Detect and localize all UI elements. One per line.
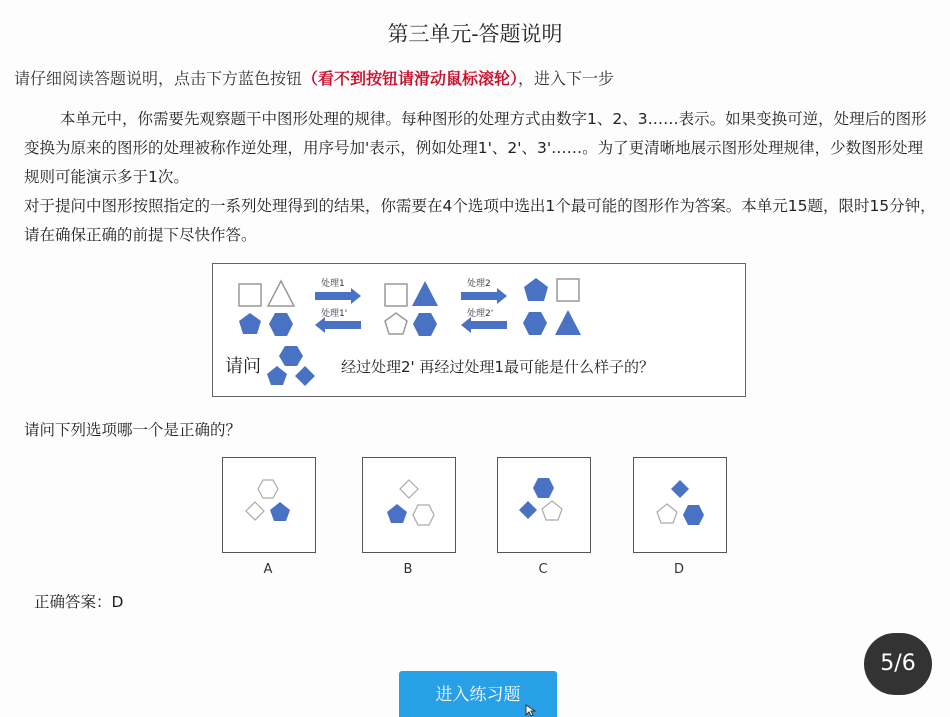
option-d-figure (634, 458, 726, 552)
option-b-label: B (403, 562, 413, 577)
backward-arrow-icon (315, 317, 361, 333)
mouse-cursor-icon (525, 704, 537, 717)
option-d-label: D (673, 562, 684, 577)
page-indicator: 5/6 (864, 633, 932, 695)
arrow-label-2-inverse: 处理2' (467, 309, 494, 319)
arrow-label-1: 处理1 (321, 279, 345, 289)
square-outline-shape (557, 279, 579, 301)
forward-arrow-icon (461, 288, 507, 304)
backward-arrow-icon (461, 317, 507, 333)
instruction-line (14, 66, 614, 89)
forward-arrow-icon (315, 288, 361, 304)
arrow-label-1-inverse: 处理1' (321, 309, 348, 319)
diamond-filled-shape (295, 366, 315, 386)
option-c[interactable] (497, 457, 591, 553)
pentagon-filled-shape (524, 278, 548, 301)
triangle-filled-shape (555, 310, 581, 335)
hexagon-filled-shape (269, 313, 293, 336)
option-a[interactable] (222, 457, 316, 553)
ask-label: 请问 (225, 356, 261, 377)
hexagon-filled-shape (413, 313, 437, 336)
option-a-figure (223, 458, 315, 552)
option-b[interactable] (362, 457, 456, 553)
pentagon-filled-shape (239, 313, 261, 334)
enter-practice-button[interactable]: 进入练习题 (399, 671, 557, 717)
pentagon-filled-shape (267, 366, 287, 385)
ask-text: 经过处理2' 再经过处理1最可能是什么样子的？ (341, 358, 654, 376)
option-c-figure (498, 458, 590, 552)
option-a-label: A (263, 562, 273, 577)
hexagon-filled-shape (523, 312, 547, 335)
triangle-filled-shape (412, 281, 438, 306)
question-text: 请问下列选项哪一个是正确的？ (24, 421, 242, 439)
instruction-highlight: （看不到按钮请滑动鼠标滚轮） (302, 69, 519, 88)
example-diagram (212, 263, 746, 397)
triangle-outline-shape (268, 281, 294, 306)
description-paragraph-1: 本单元中，你需要先观察题干中图形处理的规律。每种图形的处理方式由数字1、2、3……表示。如果变换可逆，处理后的图形变换为原来的图形的处理被称作逆处理，用序号加'表示，例如处理1'、2'、3'……。为了更清晰地展示图形处理规律，少数图形处理规则可能演示多于1次。 (24, 110, 927, 186)
hexagon-filled-shape (279, 346, 303, 366)
square-outline-shape (385, 284, 407, 306)
option-c-label: C (538, 562, 548, 577)
instruction-prefix: 请仔细阅读答题说明，点击下方蓝色按钮 (14, 69, 303, 88)
square-outline-shape (239, 284, 261, 306)
page-title: 第三单元-答题说明 (387, 22, 563, 46)
pentagon-outline-shape (385, 313, 407, 334)
instruction-suffix: ，进入下一步 (518, 69, 615, 88)
option-d[interactable] (633, 457, 727, 553)
option-b-figure (363, 458, 455, 552)
arrow-label-2: 处理2 (467, 279, 491, 289)
correct-answer: 正确答案：D (34, 593, 124, 611)
description-paragraph-2: 对于提问中图形按照指定的一系列处理得到的结果，你需要在4个选项中选出1个最可能的图形作为答案。本单元15题，限时15分钟，请在确保正确的前提下尽快作答。 (24, 197, 936, 244)
